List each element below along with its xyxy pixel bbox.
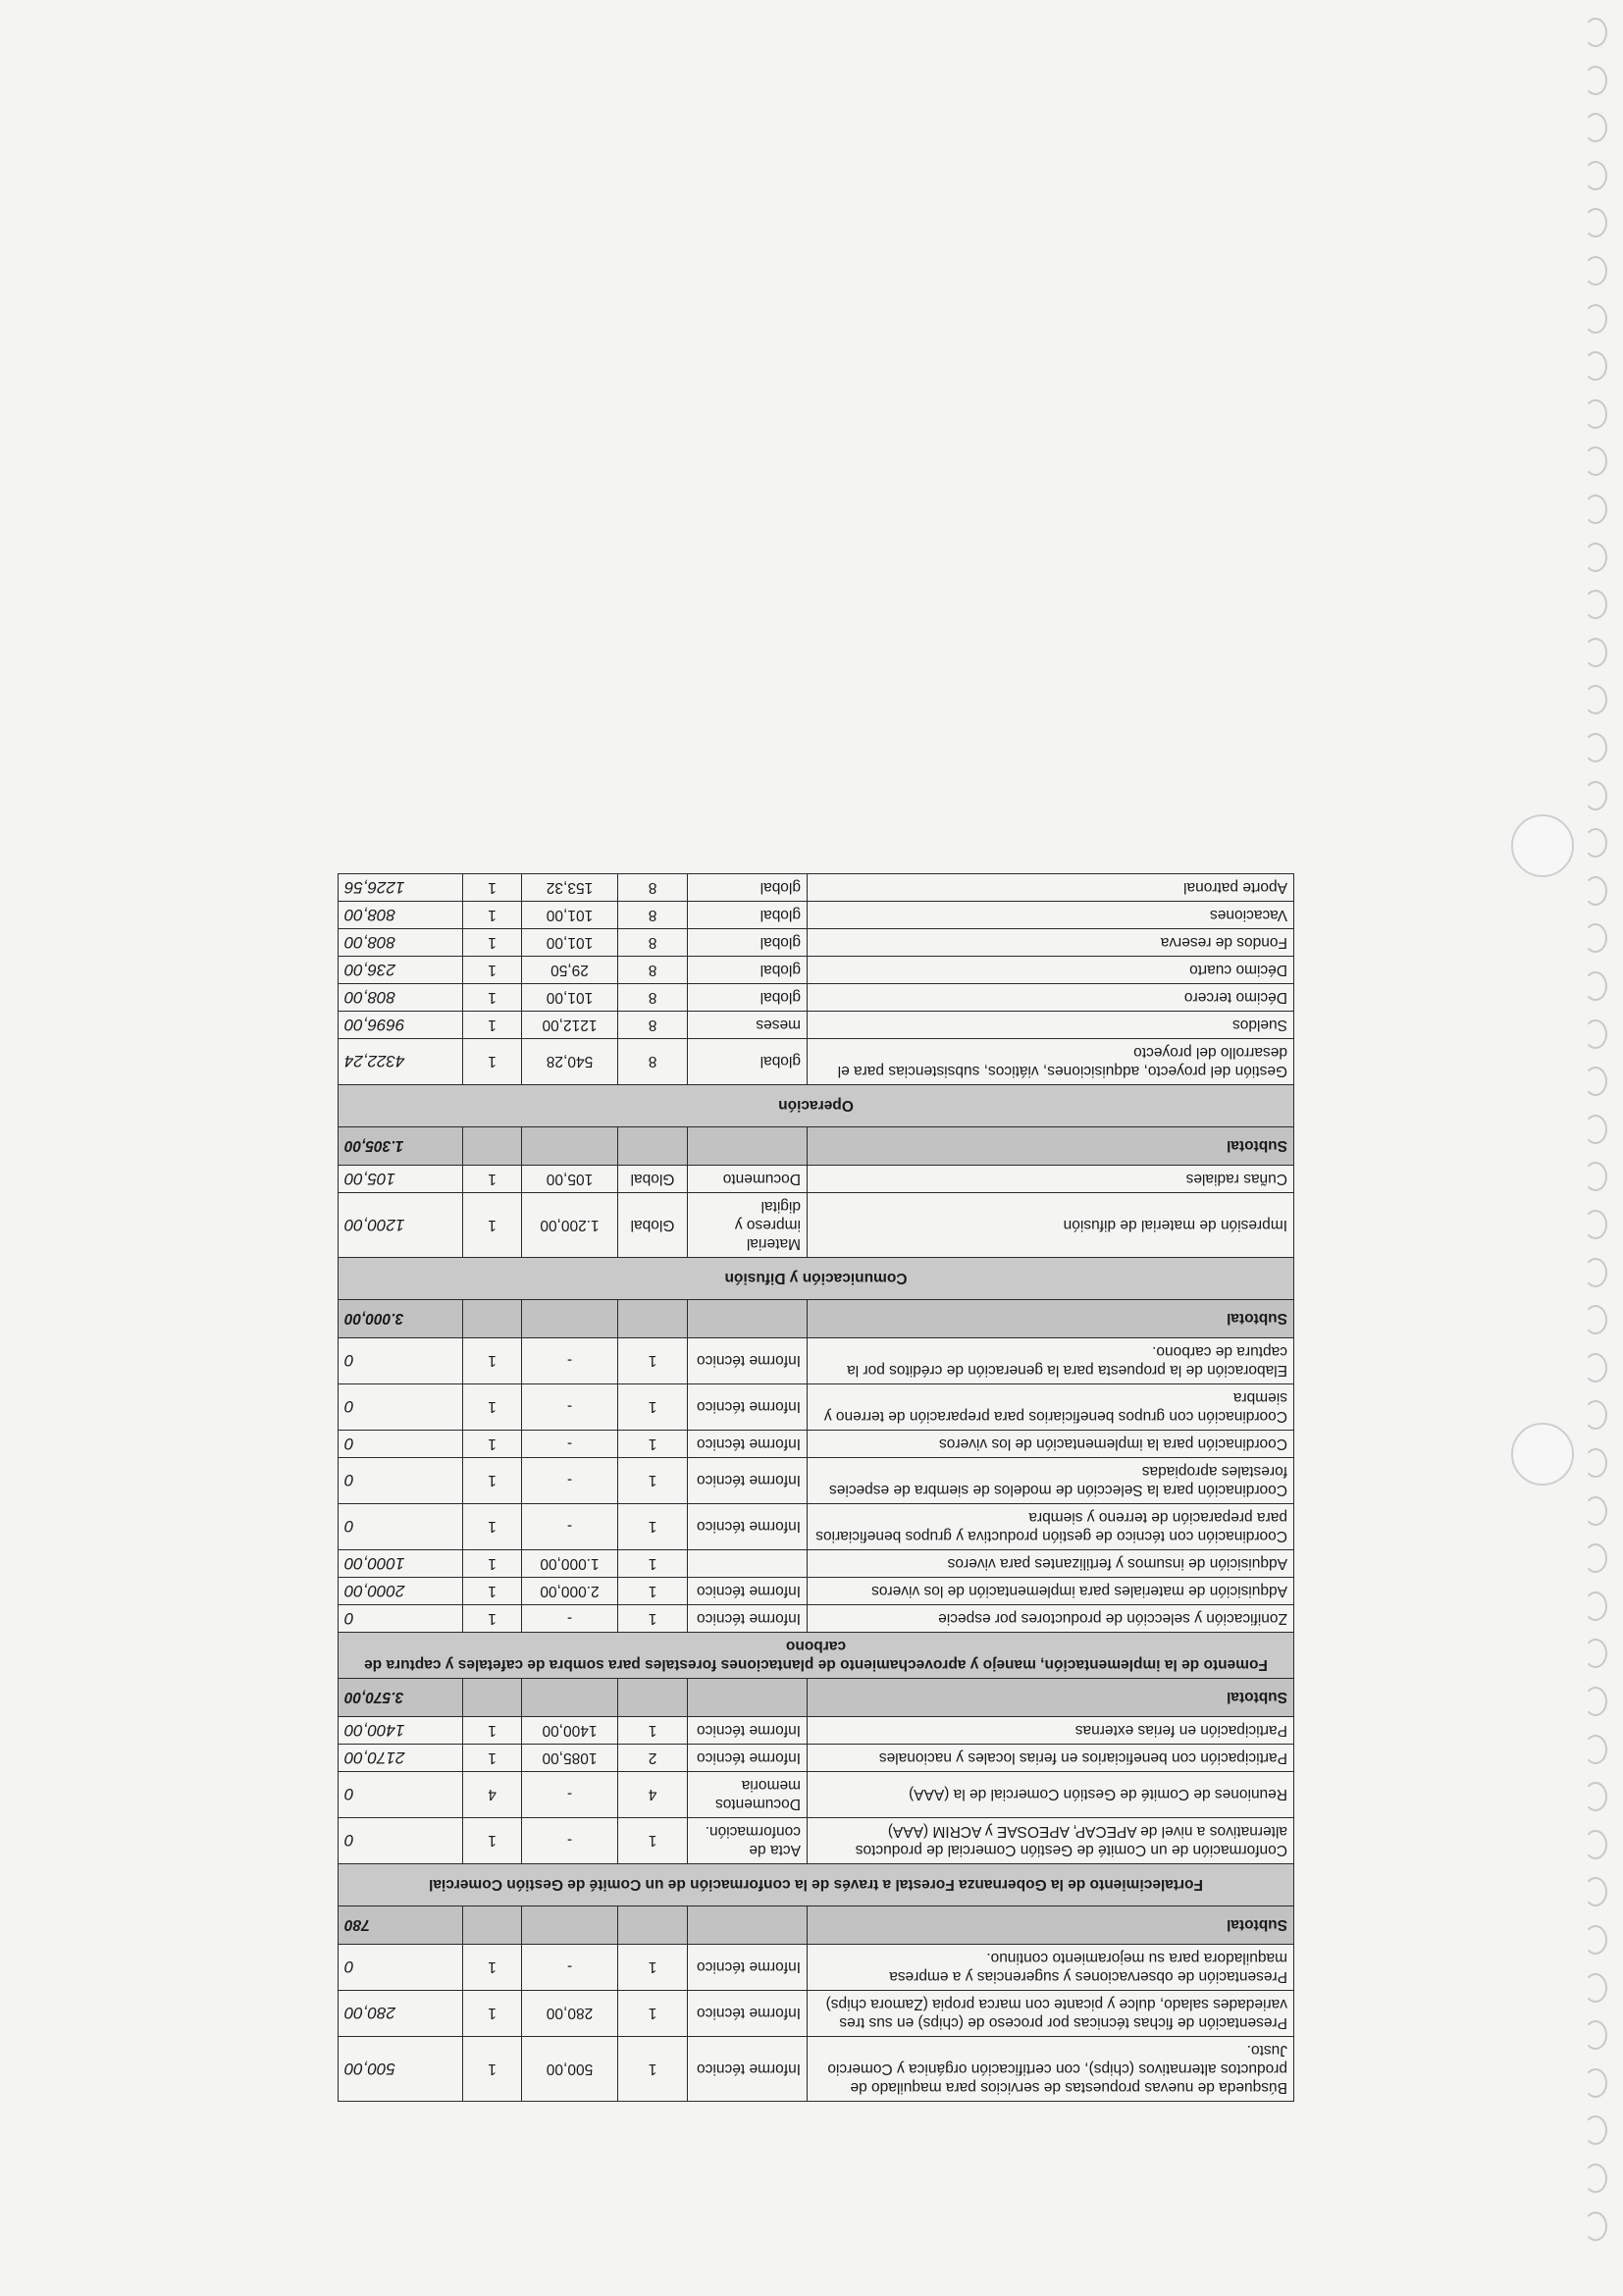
binder-hole bbox=[1584, 495, 1607, 524]
unit-cell: global bbox=[688, 1039, 808, 1085]
activity-description: Búsqueda de nuevas propuestas de servicios para maquilado de productos alternativos (chips), con certificación orgánica y Comercio Justo. bbox=[808, 2037, 1294, 2102]
quantity-cell: 8 bbox=[618, 874, 688, 902]
quantity-cell: 1 bbox=[618, 1991, 688, 2037]
binder-hole bbox=[1584, 1592, 1607, 1621]
count-cell: 1 bbox=[463, 929, 522, 957]
binder-hole bbox=[1584, 1687, 1607, 1716]
subtotal-empty-cell bbox=[688, 1127, 808, 1166]
count-cell: 1 bbox=[463, 1431, 522, 1458]
activity-description: Zonificación y selección de productores por especie bbox=[808, 1605, 1294, 1633]
total-cell: 0 bbox=[339, 1818, 463, 1864]
unit-price-cell: 153,32 bbox=[522, 874, 618, 902]
unit-cell: Informe técnico bbox=[688, 1745, 808, 1772]
unit-price-cell: - bbox=[522, 1945, 618, 1991]
total-cell: 0 bbox=[339, 1504, 463, 1550]
quantity-cell: Global bbox=[618, 1193, 688, 1258]
unit-cell: Material impreso y digital bbox=[688, 1193, 808, 1258]
count-cell: 1 bbox=[463, 1504, 522, 1550]
activity-description: Conformación de un Comité de Gestión Comercial de productos alternativos a nivel de APECAP, APEOSAE y ACRIM (AAA) bbox=[808, 1818, 1294, 1864]
table-row bbox=[339, 1745, 1294, 1772]
binder-hole bbox=[1584, 1305, 1607, 1334]
binder-hole bbox=[1584, 1782, 1607, 1811]
binder-hole bbox=[1584, 446, 1607, 476]
quantity-cell: Global bbox=[618, 1166, 688, 1193]
count-cell: 1 bbox=[463, 1717, 522, 1745]
unit-price-cell: - bbox=[522, 1504, 618, 1550]
count-cell: 1 bbox=[463, 1745, 522, 1772]
unit-cell: Documento bbox=[688, 1166, 808, 1193]
total-cell: 0 bbox=[339, 1772, 463, 1818]
section-header bbox=[339, 1864, 1294, 1906]
table-row bbox=[339, 1818, 1294, 1864]
table-row bbox=[339, 1193, 1294, 1258]
subtotal-empty-cell bbox=[522, 1127, 618, 1166]
table-row bbox=[339, 1772, 1294, 1818]
binder-hole bbox=[1584, 351, 1607, 381]
table-row bbox=[339, 1338, 1294, 1384]
binder-hole bbox=[1584, 638, 1607, 667]
unit-cell: meses bbox=[688, 1012, 808, 1039]
count-cell: 1 bbox=[463, 1945, 522, 1991]
activity-description: Elaboración de la propuesta para la generación de créditos por la captura de carbono. bbox=[808, 1338, 1294, 1384]
unit-cell: Informe técnico bbox=[688, 1605, 808, 1633]
total-cell: 1400,00 bbox=[339, 1717, 463, 1745]
binder-hole bbox=[1584, 590, 1607, 619]
total-cell: 0 bbox=[339, 1338, 463, 1384]
subtotal-label: Subtotal bbox=[808, 1127, 1294, 1166]
binder-hole bbox=[1584, 1258, 1607, 1287]
table-row bbox=[339, 1945, 1294, 1991]
count-cell: 1 bbox=[463, 1039, 522, 1085]
unit-cell: Informe técnico bbox=[688, 1338, 808, 1384]
total-cell: 280,00 bbox=[339, 1991, 463, 2037]
binder-hole bbox=[1584, 1115, 1607, 1144]
total-cell: 808,00 bbox=[339, 902, 463, 929]
count-cell: 1 bbox=[463, 1818, 522, 1864]
binder-hole bbox=[1584, 208, 1607, 237]
unit-price-cell: - bbox=[522, 1458, 618, 1504]
table-row bbox=[339, 1012, 1294, 1039]
activity-description: Coordinación con grupos beneficiarios para preparación de terreno y siembra bbox=[808, 1384, 1294, 1431]
total-cell: 0 bbox=[339, 1384, 463, 1431]
count-cell: 1 bbox=[463, 2037, 522, 2102]
count-cell: 1 bbox=[463, 902, 522, 929]
binder-hole bbox=[1584, 2212, 1607, 2241]
binder-hole bbox=[1584, 828, 1607, 858]
total-cell: 0 bbox=[339, 1431, 463, 1458]
table-row bbox=[339, 1166, 1294, 1193]
unit-cell: Informe técnico bbox=[688, 1717, 808, 1745]
binder-hole bbox=[1584, 543, 1607, 572]
binder-hole bbox=[1584, 1830, 1607, 1859]
table-row bbox=[339, 984, 1294, 1012]
binder-hole bbox=[1584, 66, 1607, 95]
count-cell: 1 bbox=[463, 1605, 522, 1633]
quantity-cell: 8 bbox=[618, 1039, 688, 1085]
count-cell: 1 bbox=[463, 874, 522, 902]
count-cell: 4 bbox=[463, 1772, 522, 1818]
unit-price-cell: 1400,00 bbox=[522, 1717, 618, 1745]
unit-cell: global bbox=[688, 874, 808, 902]
section-title: Fomento de la implementación, manejo y aprovechamiento de plantaciones forestales para sombra de cafetales y captura de carbono bbox=[339, 1633, 1294, 1679]
binder-hole bbox=[1584, 923, 1607, 953]
unit-cell: Informe técnico bbox=[688, 1504, 808, 1550]
count-cell: 1 bbox=[463, 1458, 522, 1504]
quantity-cell: 1 bbox=[618, 1338, 688, 1384]
count-cell: 1 bbox=[463, 1193, 522, 1258]
binder-hole bbox=[1584, 256, 1607, 286]
activity-description: Impresión de material de difusión bbox=[808, 1193, 1294, 1258]
activity-description: Fondos de reserva bbox=[808, 929, 1294, 957]
quantity-cell: 1 bbox=[618, 1431, 688, 1458]
binder-hole bbox=[1584, 781, 1607, 810]
binder-holes bbox=[1576, 0, 1615, 2296]
count-cell: 1 bbox=[463, 1166, 522, 1193]
subtotal-value: 1.305,00 bbox=[339, 1127, 463, 1166]
punch-ring-bottom bbox=[1511, 1423, 1574, 1486]
subtotal-empty-cell bbox=[618, 1679, 688, 1717]
unit-cell: Documentos memoria bbox=[688, 1772, 808, 1818]
total-cell: 500,00 bbox=[339, 2037, 463, 2102]
binder-hole bbox=[1584, 1210, 1607, 1239]
total-cell: 9696,00 bbox=[339, 1012, 463, 1039]
quantity-cell: 1 bbox=[618, 1717, 688, 1745]
unit-cell: Informe técnico bbox=[688, 1578, 808, 1605]
table-row bbox=[339, 1384, 1294, 1431]
count-cell: 1 bbox=[463, 1578, 522, 1605]
table-row bbox=[339, 1578, 1294, 1605]
quantity-cell: 8 bbox=[618, 984, 688, 1012]
unit-price-cell: 280,00 bbox=[522, 1991, 618, 2037]
quantity-cell: 1 bbox=[618, 1818, 688, 1864]
quantity-cell: 8 bbox=[618, 902, 688, 929]
subtotal-empty-cell bbox=[618, 1127, 688, 1166]
unit-price-cell: - bbox=[522, 1605, 618, 1633]
subtotal-label: Subtotal bbox=[808, 1906, 1294, 1945]
total-cell: 0 bbox=[339, 1945, 463, 1991]
table-row bbox=[339, 1550, 1294, 1578]
activity-description: Adquisición de insumos y fertilizantes para viveros bbox=[808, 1550, 1294, 1578]
table-row bbox=[339, 1431, 1294, 1458]
binder-hole bbox=[1584, 2068, 1607, 2098]
unit-cell bbox=[688, 1550, 808, 1578]
count-cell: 1 bbox=[463, 957, 522, 984]
unit-price-cell: - bbox=[522, 1384, 618, 1431]
quantity-cell: 1 bbox=[618, 2037, 688, 2102]
binder-hole bbox=[1584, 113, 1607, 142]
unit-price-cell: 1212,00 bbox=[522, 1012, 618, 1039]
binder-hole bbox=[1584, 876, 1607, 906]
count-cell: 1 bbox=[463, 1550, 522, 1578]
unit-price-cell: 1.200,00 bbox=[522, 1193, 618, 1258]
activity-description: Décimo cuarto bbox=[808, 957, 1294, 984]
section-header bbox=[339, 1633, 1294, 1679]
total-cell: 2000,00 bbox=[339, 1578, 463, 1605]
activity-description: Sueldos bbox=[808, 1012, 1294, 1039]
count-cell: 1 bbox=[463, 1338, 522, 1384]
rotated-content bbox=[339, 368, 1294, 2102]
unit-cell: global bbox=[688, 902, 808, 929]
unit-cell: Informe técnico bbox=[688, 1431, 808, 1458]
activity-description: Presentación de fichas técnicas por proceso de (chips) en sus tres variedades salado, dulce y picante con marca propia (Zamora chips) bbox=[808, 1991, 1294, 2037]
section-title: Fortalecimiento de la Gobernanza Forestal a través de la conformación de un Comité de Gestión Comercial bbox=[339, 1864, 1294, 1906]
subtotal-row bbox=[339, 1679, 1294, 1717]
subtotal-empty-cell bbox=[522, 1300, 618, 1338]
binder-hole bbox=[1584, 1019, 1607, 1049]
subtotal-row bbox=[339, 1906, 1294, 1945]
unit-cell: global bbox=[688, 929, 808, 957]
binder-hole bbox=[1584, 399, 1607, 429]
binder-hole bbox=[1584, 1639, 1607, 1668]
binder-hole bbox=[1584, 733, 1607, 762]
subtotal-empty-cell bbox=[688, 1679, 808, 1717]
unit-cell: Informe técnico bbox=[688, 1458, 808, 1504]
activity-description: Adquisición de materiales para implementación de los viveros bbox=[808, 1578, 1294, 1605]
total-cell: 0 bbox=[339, 1605, 463, 1633]
section-header bbox=[339, 1258, 1294, 1300]
count-cell: 1 bbox=[463, 984, 522, 1012]
binder-hole bbox=[1584, 1162, 1607, 1191]
binder-hole bbox=[1584, 971, 1607, 1001]
punch-ring-top bbox=[1511, 814, 1574, 877]
subtotal-empty-cell bbox=[522, 1679, 618, 1717]
quantity-cell: 1 bbox=[618, 1550, 688, 1578]
subtotal-value: 780 bbox=[339, 1906, 463, 1945]
binder-hole bbox=[1584, 18, 1607, 47]
activity-description: Participación con beneficiarios en ferias locales y nacionales bbox=[808, 1745, 1294, 1772]
subtotal-row bbox=[339, 1300, 1294, 1338]
unit-price-cell: 101,00 bbox=[522, 902, 618, 929]
quantity-cell: 8 bbox=[618, 929, 688, 957]
unit-cell: Acta de conformación. bbox=[688, 1818, 808, 1864]
unit-price-cell: 2.000,00 bbox=[522, 1578, 618, 1605]
quantity-cell: 1 bbox=[618, 1384, 688, 1431]
total-cell: 2170,00 bbox=[339, 1745, 463, 1772]
unit-price-cell: - bbox=[522, 1431, 618, 1458]
table-row bbox=[339, 1991, 1294, 2037]
total-cell: 1000,00 bbox=[339, 1550, 463, 1578]
quantity-cell: 2 bbox=[618, 1745, 688, 1772]
table-row bbox=[339, 2037, 1294, 2102]
binder-hole bbox=[1584, 1353, 1607, 1383]
quantity-cell: 1 bbox=[618, 1578, 688, 1605]
section-title: Operación bbox=[339, 1085, 1294, 1127]
unit-price-cell: - bbox=[522, 1818, 618, 1864]
total-cell: 1200,00 bbox=[339, 1193, 463, 1258]
binder-hole bbox=[1584, 161, 1607, 190]
unit-cell: Informe técnico bbox=[688, 1945, 808, 1991]
quantity-cell: 4 bbox=[618, 1772, 688, 1818]
activity-description: Vacaciones bbox=[808, 902, 1294, 929]
quantity-cell: 8 bbox=[618, 1012, 688, 1039]
unit-cell: global bbox=[688, 957, 808, 984]
binder-hole bbox=[1584, 685, 1607, 714]
section-title: Comunicación y Difusión bbox=[339, 1258, 1294, 1300]
section-header bbox=[339, 1085, 1294, 1127]
activity-description: Presentación de observaciones y sugerencias y a empresa maquiladora para su mejoramiento continuo. bbox=[808, 1945, 1294, 1991]
binder-hole bbox=[1584, 1448, 1607, 1478]
table-row bbox=[339, 1605, 1294, 1633]
total-cell: 4322,24 bbox=[339, 1039, 463, 1085]
activity-description: Coordinación con técnico de gestión productiva y grupos beneficiarios para preparación de terreno y siembra bbox=[808, 1504, 1294, 1550]
count-cell: 1 bbox=[463, 1012, 522, 1039]
unit-cell: global bbox=[688, 984, 808, 1012]
unit-price-cell: 1085,00 bbox=[522, 1745, 618, 1772]
unit-price-cell: 500,00 bbox=[522, 2037, 618, 2102]
unit-price-cell: 105,00 bbox=[522, 1166, 618, 1193]
total-cell: 808,00 bbox=[339, 984, 463, 1012]
unit-price-cell: 540,28 bbox=[522, 1039, 618, 1085]
budget-table-container bbox=[339, 368, 1294, 2102]
binder-hole bbox=[1584, 1925, 1607, 1955]
quantity-cell: 8 bbox=[618, 957, 688, 984]
count-cell: 1 bbox=[463, 1384, 522, 1431]
unit-cell: Informe técnico bbox=[688, 1991, 808, 2037]
unit-price-cell: - bbox=[522, 1338, 618, 1384]
count-cell: 1 bbox=[463, 1991, 522, 2037]
total-cell: 808,00 bbox=[339, 929, 463, 957]
binder-hole bbox=[1584, 2164, 1607, 2193]
subtotal-empty-cell bbox=[618, 1906, 688, 1945]
unit-cell: Informe técnico bbox=[688, 2037, 808, 2102]
subtotal-value: 3.000,00 bbox=[339, 1300, 463, 1338]
subtotal-row bbox=[339, 1127, 1294, 1166]
binder-hole bbox=[1584, 1973, 1607, 2003]
subtotal-empty-cell bbox=[522, 1906, 618, 1945]
total-cell: 105,00 bbox=[339, 1166, 463, 1193]
table-row bbox=[339, 1458, 1294, 1504]
budget-table bbox=[338, 873, 1294, 2102]
quantity-cell: 1 bbox=[618, 1458, 688, 1504]
activity-description: Participación en ferias externas bbox=[808, 1717, 1294, 1745]
activity-description: Coordinación para la Selección de modelos de siembra de especies forestales apropiadas bbox=[808, 1458, 1294, 1504]
binder-hole bbox=[1584, 2115, 1607, 2145]
binder-hole bbox=[1584, 1543, 1607, 1573]
subtotal-empty-cell bbox=[688, 1300, 808, 1338]
unit-cell: Informe técnico bbox=[688, 1384, 808, 1431]
quantity-cell: 1 bbox=[618, 1605, 688, 1633]
activity-description: Coordinación para la implementación de los viveros bbox=[808, 1431, 1294, 1458]
table-row bbox=[339, 1504, 1294, 1550]
unit-price-cell: 101,00 bbox=[522, 929, 618, 957]
total-cell: 1226,56 bbox=[339, 874, 463, 902]
subtotal-value: 3.570,00 bbox=[339, 1679, 463, 1717]
activity-description: Gestión del proyecto, adquisiciones, viáticos, subsistencias para el desarrollo del proyecto bbox=[808, 1039, 1294, 1085]
subtotal-empty-cell bbox=[463, 1127, 522, 1166]
unit-price-cell: - bbox=[522, 1772, 618, 1818]
activity-description: Décimo tercero bbox=[808, 984, 1294, 1012]
total-cell: 236,00 bbox=[339, 957, 463, 984]
binder-hole bbox=[1584, 1877, 1607, 1906]
subtotal-empty-cell bbox=[463, 1679, 522, 1717]
activity-description: Cuñas radiales bbox=[808, 1166, 1294, 1193]
binder-hole bbox=[1584, 1400, 1607, 1430]
subtotal-label: Subtotal bbox=[808, 1300, 1294, 1338]
table-row bbox=[339, 874, 1294, 902]
binder-hole bbox=[1584, 1496, 1607, 1526]
total-cell: 0 bbox=[339, 1458, 463, 1504]
quantity-cell: 1 bbox=[618, 1504, 688, 1550]
subtotal-empty-cell bbox=[618, 1300, 688, 1338]
table-row bbox=[339, 1717, 1294, 1745]
subtotal-empty-cell bbox=[463, 1300, 522, 1338]
table-row bbox=[339, 957, 1294, 984]
subtotal-label: Subtotal bbox=[808, 1679, 1294, 1717]
binder-hole bbox=[1584, 1067, 1607, 1096]
table-row bbox=[339, 902, 1294, 929]
unit-price-cell: 29,50 bbox=[522, 957, 618, 984]
table-row bbox=[339, 929, 1294, 957]
binder-hole bbox=[1584, 304, 1607, 334]
quantity-cell: 1 bbox=[618, 1945, 688, 1991]
activity-description: Aporte patronal bbox=[808, 874, 1294, 902]
subtotal-empty-cell bbox=[688, 1906, 808, 1945]
binder-hole bbox=[1584, 1735, 1607, 1764]
binder-hole bbox=[1584, 2020, 1607, 2050]
unit-price-cell: 101,00 bbox=[522, 984, 618, 1012]
unit-price-cell: 1.000,00 bbox=[522, 1550, 618, 1578]
table-row bbox=[339, 1039, 1294, 1085]
activity-description: Reuniones de Comité de Gestión Comercial de la (AAA) bbox=[808, 1772, 1294, 1818]
subtotal-empty-cell bbox=[463, 1906, 522, 1945]
